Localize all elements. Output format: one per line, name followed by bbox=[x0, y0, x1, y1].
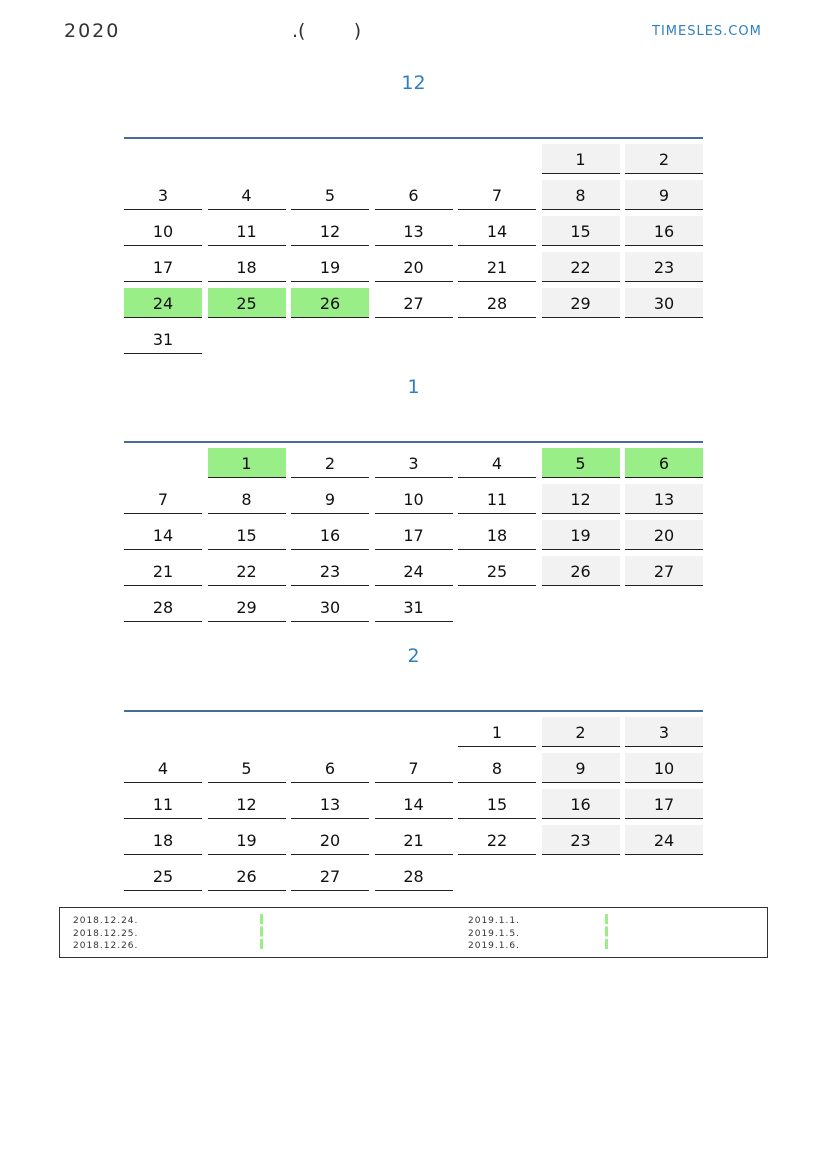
day-cell[interactable]: 24 bbox=[124, 288, 202, 318]
day-cell[interactable]: 31 bbox=[124, 324, 202, 354]
day-cell[interactable]: 25 bbox=[458, 556, 536, 586]
day-cell[interactable]: 1 bbox=[458, 717, 536, 747]
day-cell[interactable]: 7 bbox=[124, 484, 202, 514]
header-paren: .( ) bbox=[292, 20, 362, 42]
day-cell[interactable]: 31 bbox=[375, 592, 453, 622]
legend-item: 2019.1.6. bbox=[468, 941, 520, 951]
day-cell[interactable]: 23 bbox=[542, 825, 620, 855]
day-cell[interactable]: 26 bbox=[208, 861, 286, 891]
day-cell[interactable]: 17 bbox=[375, 520, 453, 550]
legend-left-bar bbox=[260, 914, 263, 951]
month-grid bbox=[124, 137, 703, 360]
day-cell[interactable]: 17 bbox=[124, 252, 202, 282]
day-cell[interactable]: 22 bbox=[208, 556, 286, 586]
day-cell[interactable]: 5 bbox=[542, 448, 620, 478]
day-cell[interactable]: 9 bbox=[291, 484, 369, 514]
site-link[interactable]: TIMESLES.COM bbox=[652, 24, 762, 39]
day-cell[interactable]: 6 bbox=[625, 448, 703, 478]
day-cell[interactable]: 5 bbox=[291, 180, 369, 210]
legend-item: 2018.12.24. bbox=[73, 916, 139, 926]
day-cell[interactable]: 22 bbox=[458, 825, 536, 855]
day-cell[interactable]: 3 bbox=[375, 448, 453, 478]
day-cell[interactable]: 2 bbox=[291, 448, 369, 478]
legend-item: 2018.12.26. bbox=[73, 941, 139, 951]
month-title: 2 bbox=[407, 645, 420, 667]
day-cell[interactable]: 19 bbox=[208, 825, 286, 855]
day-cell[interactable]: 14 bbox=[458, 216, 536, 246]
day-cell[interactable]: 13 bbox=[291, 789, 369, 819]
day-cell[interactable]: 7 bbox=[458, 180, 536, 210]
day-cell[interactable]: 22 bbox=[542, 252, 620, 282]
day-cell[interactable]: 28 bbox=[375, 861, 453, 891]
legend-item: 2018.12.25. bbox=[73, 928, 139, 939]
day-cell[interactable]: 12 bbox=[208, 789, 286, 819]
day-cell[interactable]: 6 bbox=[291, 753, 369, 783]
day-cell[interactable]: 20 bbox=[291, 825, 369, 855]
legend-item: 2019.1.5. bbox=[468, 928, 520, 939]
day-cell[interactable]: 18 bbox=[124, 825, 202, 855]
day-cell[interactable]: 24 bbox=[375, 556, 453, 586]
day-cell[interactable]: 29 bbox=[208, 592, 286, 622]
day-cell[interactable]: 16 bbox=[291, 520, 369, 550]
day-cell[interactable]: 10 bbox=[625, 753, 703, 783]
day-cell[interactable]: 15 bbox=[458, 789, 536, 819]
day-cell[interactable]: 8 bbox=[208, 484, 286, 514]
day-cell[interactable]: 7 bbox=[375, 753, 453, 783]
day-cell[interactable]: 3 bbox=[625, 717, 703, 747]
day-cell[interactable]: 18 bbox=[208, 252, 286, 282]
day-cell[interactable]: 6 bbox=[375, 180, 453, 210]
day-cell[interactable]: 21 bbox=[124, 556, 202, 586]
day-cell[interactable]: 27 bbox=[291, 861, 369, 891]
day-cell[interactable]: 27 bbox=[375, 288, 453, 318]
month-title: 12 bbox=[401, 72, 426, 94]
day-cell[interactable]: 8 bbox=[458, 753, 536, 783]
day-cell[interactable]: 26 bbox=[291, 288, 369, 318]
day-cell[interactable]: 28 bbox=[458, 288, 536, 318]
day-cell[interactable]: 14 bbox=[124, 520, 202, 550]
day-cell[interactable]: 10 bbox=[124, 216, 202, 246]
day-cell[interactable]: 10 bbox=[375, 484, 453, 514]
day-cell[interactable]: 13 bbox=[625, 484, 703, 514]
day-cell[interactable]: 16 bbox=[625, 216, 703, 246]
day-cell[interactable]: 9 bbox=[542, 753, 620, 783]
day-cell[interactable]: 21 bbox=[458, 252, 536, 282]
day-cell[interactable]: 12 bbox=[542, 484, 620, 514]
day-cell[interactable]: 30 bbox=[291, 592, 369, 622]
month-grid bbox=[124, 710, 703, 897]
month-title: 1 bbox=[407, 376, 420, 398]
day-cell[interactable]: 21 bbox=[375, 825, 453, 855]
day-cell[interactable]: 24 bbox=[625, 825, 703, 855]
day-cell[interactable]: 2 bbox=[542, 717, 620, 747]
day-cell[interactable]: 27 bbox=[625, 556, 703, 586]
day-cell[interactable]: 19 bbox=[291, 252, 369, 282]
day-cell[interactable]: 23 bbox=[291, 556, 369, 586]
day-cell[interactable]: 11 bbox=[458, 484, 536, 514]
day-cell[interactable]: 25 bbox=[124, 861, 202, 891]
day-cell[interactable]: 16 bbox=[542, 789, 620, 819]
day-cell[interactable]: 11 bbox=[124, 789, 202, 819]
day-cell[interactable]: 4 bbox=[124, 753, 202, 783]
day-cell[interactable]: 12 bbox=[291, 216, 369, 246]
day-cell[interactable]: 18 bbox=[458, 520, 536, 550]
day-cell[interactable]: 11 bbox=[208, 216, 286, 246]
day-cell[interactable]: 25 bbox=[208, 288, 286, 318]
day-cell[interactable]: 14 bbox=[375, 789, 453, 819]
day-cell[interactable]: 1 bbox=[208, 448, 286, 478]
month-grid bbox=[124, 441, 703, 628]
day-cell[interactable]: 20 bbox=[375, 252, 453, 282]
day-cell[interactable]: 5 bbox=[208, 753, 286, 783]
legend-right-bar bbox=[605, 914, 608, 951]
legend-item: 2019.1.1. bbox=[468, 916, 520, 926]
day-cell[interactable]: 1 bbox=[542, 144, 620, 174]
day-cell[interactable]: 19 bbox=[542, 520, 620, 550]
day-cell[interactable]: 28 bbox=[124, 592, 202, 622]
day-cell[interactable]: 13 bbox=[375, 216, 453, 246]
year-label: 2020 bbox=[64, 20, 121, 42]
day-cell[interactable]: 15 bbox=[542, 216, 620, 246]
day-cell[interactable]: 26 bbox=[542, 556, 620, 586]
day-cell[interactable]: 2 bbox=[625, 144, 703, 174]
day-cell[interactable]: 20 bbox=[625, 520, 703, 550]
day-cell[interactable]: 3 bbox=[124, 180, 202, 210]
day-cell[interactable]: 15 bbox=[208, 520, 286, 550]
holiday-legend bbox=[59, 907, 768, 958]
day-cell[interactable]: 29 bbox=[542, 288, 620, 318]
day-cell[interactable]: 4 bbox=[208, 180, 286, 210]
legend-right-column bbox=[468, 915, 520, 953]
day-cell[interactable]: 4 bbox=[458, 448, 536, 478]
day-cell[interactable]: 17 bbox=[625, 789, 703, 819]
day-cell[interactable]: 30 bbox=[625, 288, 703, 318]
day-cell[interactable]: 23 bbox=[625, 252, 703, 282]
legend-left-column bbox=[73, 915, 138, 953]
day-cell[interactable]: 9 bbox=[625, 180, 703, 210]
day-cell[interactable]: 8 bbox=[542, 180, 620, 210]
